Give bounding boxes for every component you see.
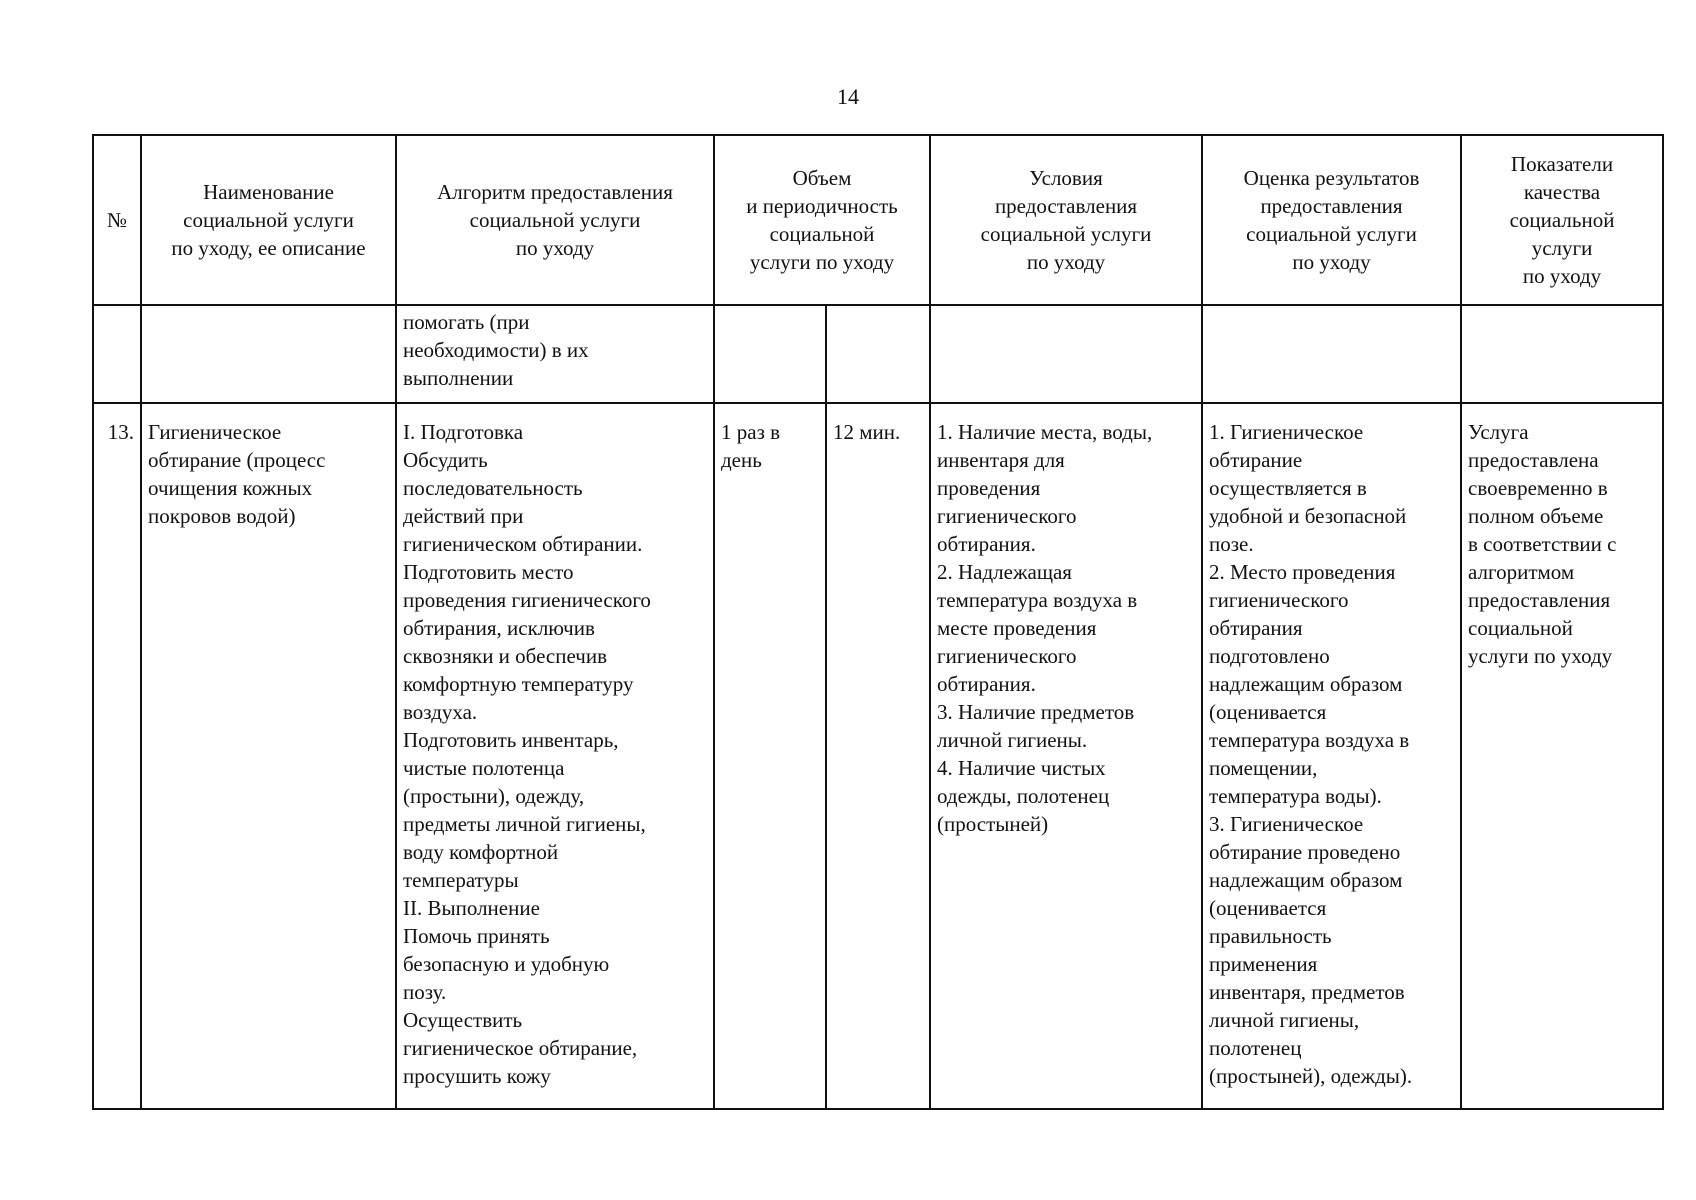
cell-quality: Услуга предоставлена своевременно в полном объеме в соответствии с алгоритмом предоставления социальной услуги по уходу bbox=[1461, 403, 1663, 1109]
header-service-name: Наименование социальной услуги по уходу, ее описание bbox=[141, 135, 396, 305]
cell-empty bbox=[930, 305, 1202, 403]
cell-duration: 12 мин. bbox=[826, 403, 930, 1109]
cell-empty bbox=[141, 305, 396, 403]
cell-conditions: 1. Наличие места, воды, инвентаря для проведения гигиенического обтирания. 2. Надлежащая температура воздуха в месте проведения гигиенического обтирания. 3. Наличие предметов личной гигиены. 4. Наличие чистых одежды, полотенец (простыней) bbox=[930, 403, 1202, 1109]
table-row bbox=[93, 403, 1663, 1109]
cell-empty bbox=[1461, 305, 1663, 403]
header-number: № bbox=[93, 135, 141, 305]
cell-empty bbox=[714, 305, 826, 403]
cell-algorithm-continued: помогать (при необходимости) в их выполнении bbox=[396, 305, 714, 403]
header-quality: Показатели качества социальной услуги по уходу bbox=[1461, 135, 1663, 305]
page-number: 14 bbox=[837, 84, 859, 109]
cell-empty bbox=[826, 305, 930, 403]
cell-algorithm: I. Подготовка Обсудить последовательность действий при гигиеническом обтирании. Подготовить место проведения гигиенического обтирания, исключив сквозняки и обеспечив комфортную температуру воздуха. Подготовить инвентарь, чистые полотенца (простыни), одежду, предметы личной гигиены, воду комфортной температуры II. Выполнение Помочь принять безопасную и удобную позу. Осуществить гигиеническое обтирание, просушить кожу bbox=[396, 403, 714, 1109]
cell-evaluation: 1. Гигиеническое обтирание осуществляется в удобной и безопасной позе. 2. Место проведения гигиенического обтирания подготовлено надлежащим образом (оценивается температура воздуха в помещении, температура воды). 3. Гигиеническое обтирание проведено надлежащим образом (оценивается правильность применения инвентаря, предметов личной гигиены, полотенец (простыней), одежды). bbox=[1202, 403, 1461, 1109]
header-volume-periodicity: Объем и периодичность социальной услуги по уходу bbox=[714, 135, 930, 305]
header-conditions: Условия предоставления социальной услуги по уходу bbox=[930, 135, 1202, 305]
cell-empty bbox=[93, 305, 141, 403]
table-header-row bbox=[93, 135, 1663, 305]
header-algorithm: Алгоритм предоставления социальной услуги по уходу bbox=[396, 135, 714, 305]
header-evaluation: Оценка результатов предоставления социальной услуги по уходу bbox=[1202, 135, 1461, 305]
cell-service-name: Гигиеническое обтирание (процесс очищения кожных покровов водой) bbox=[141, 403, 396, 1109]
social-services-table bbox=[92, 134, 1664, 1110]
cell-number: 13. bbox=[93, 403, 141, 1109]
table-row-continuation bbox=[93, 305, 1663, 403]
cell-frequency: 1 раз в день bbox=[714, 403, 826, 1109]
cell-empty bbox=[1202, 305, 1461, 403]
